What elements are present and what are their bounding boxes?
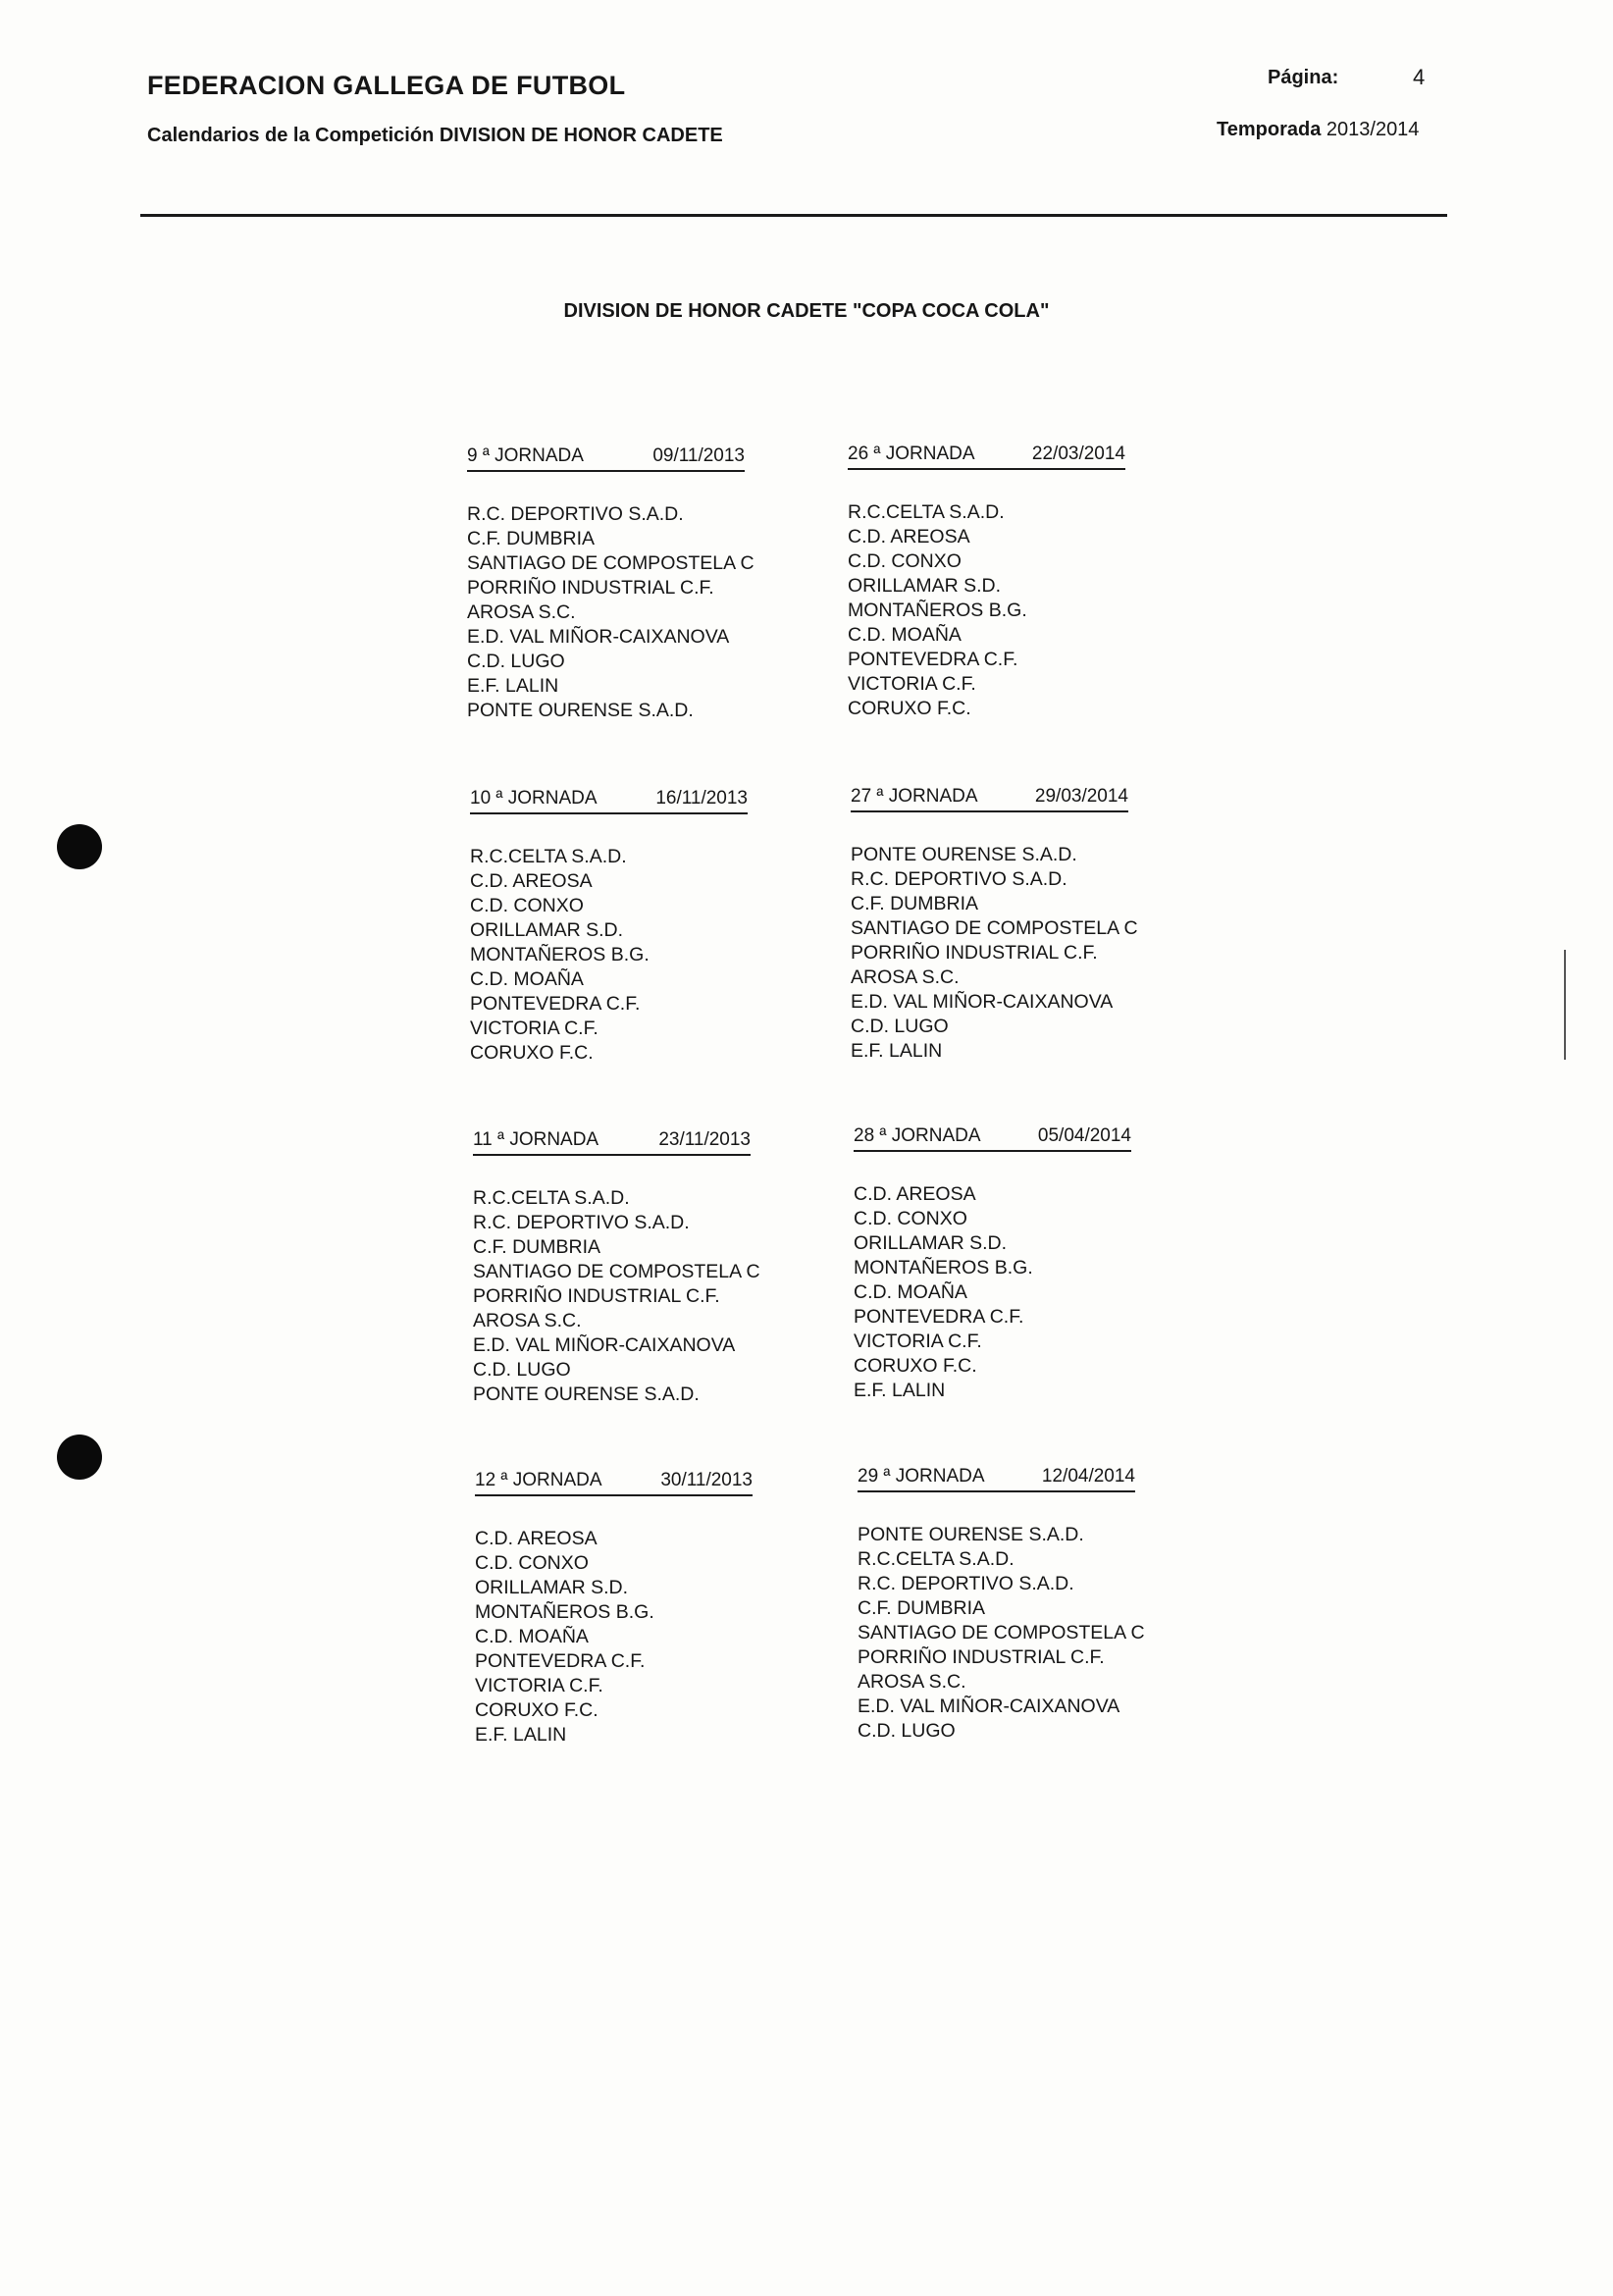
team-item: PONTE OURENSE S.A.D. [467,700,694,721]
team-item: MONTAÑEROS B.G. [848,600,1027,621]
team-item: PONTE OURENSE S.A.D. [473,1383,700,1405]
team-item: SANTIAGO DE COMPOSTELA C [473,1261,760,1282]
team-list [467,502,840,723]
round-block [854,1121,1226,1403]
team-item: E.D. VAL MIÑOR-CAIXANOVA [858,1696,1120,1717]
team-item: C.D. AREOSA [475,1528,598,1549]
team-item: SANTIAGO DE COMPOSTELA C [467,552,754,574]
scan-mark [1564,950,1566,1060]
team-item: PONTEVEDRA C.F. [848,649,1018,670]
team-item: C.D. CONXO [475,1552,589,1574]
team-item: MONTAÑEROS B.G. [475,1601,654,1623]
team-item: R.C.CELTA S.A.D. [858,1548,1015,1570]
team-item: ORILLAMAR S.D. [475,1577,629,1598]
punch-hole-top [57,824,102,869]
team-item: MONTAÑEROS B.G. [470,944,650,965]
team-item: C.D. AREOSA [854,1183,976,1205]
team-item: ORILLAMAR S.D. [470,919,624,941]
round-block [467,441,840,723]
round-name: 11 ª JORNADA [473,1129,599,1150]
team-item: C.D. CONXO [848,550,962,572]
team-item: AROSA S.C. [858,1671,966,1693]
team-item: C.D. AREOSA [470,870,593,892]
team-item: C.F. DUMBRIA [467,528,596,549]
punch-hole-bottom [57,1435,102,1480]
round-date: 23/11/2013 [658,1129,751,1150]
team-item: CORUXO F.C. [475,1699,598,1721]
round-header [854,1121,1131,1152]
competition-title: DIVISION DE HONOR CADETE "COPA COCA COLA" [563,300,1050,322]
team-item: C.D. MOAÑA [475,1626,589,1647]
team-item: PONTEVEDRA C.F. [475,1650,646,1672]
team-item: AROSA S.C. [473,1310,582,1331]
team-list [475,1527,848,1748]
round-name: 28 ª JORNADA [854,1125,981,1146]
round-header [858,1461,1135,1492]
round-name: 9 ª JORNADA [467,445,584,466]
team-item: MONTAÑEROS B.G. [854,1257,1033,1278]
team-item: PORRIÑO INDUSTRIAL C.F. [473,1285,720,1307]
team-item: PONTEVEDRA C.F. [854,1306,1024,1328]
team-item: E.F. LALIN [854,1380,946,1401]
team-item: C.D. LUGO [851,1016,949,1037]
round-header [848,439,1125,470]
team-item: E.D. VAL MIÑOR-CAIXANOVA [473,1334,736,1356]
page-number: 4 [1413,65,1426,89]
round-date: 22/03/2014 [1031,444,1125,464]
team-item: VICTORIA C.F. [475,1675,603,1696]
round-header [473,1124,751,1156]
team-item: PONTE OURENSE S.A.D. [851,844,1077,865]
team-item: ORILLAMAR S.D. [848,575,1002,597]
team-item: AROSA S.C. [851,966,960,988]
round-date: 05/04/2014 [1037,1125,1131,1146]
team-item: CORUXO F.C. [470,1042,594,1064]
team-item: C.D. LUGO [858,1720,956,1742]
round-block [473,1124,846,1407]
organization-title: FEDERACION GALLEGA DE FUTBOL [147,71,626,100]
team-item: R.C. DEPORTIVO S.A.D. [473,1212,690,1233]
round-name: 29 ª JORNADA [858,1466,985,1487]
round-header [470,783,748,814]
season [1217,119,1419,141]
header-rule [140,214,1447,217]
round-header [851,781,1128,812]
round-date: 29/03/2014 [1034,786,1128,807]
team-item: R.C.CELTA S.A.D. [470,846,627,867]
team-item: VICTORIA C.F. [470,1018,598,1039]
team-item: CORUXO F.C. [848,698,971,719]
round-date: 09/11/2013 [652,445,745,466]
team-item: C.D. AREOSA [848,526,970,548]
team-item: C.D. MOAÑA [848,624,962,646]
round-block [470,783,843,1066]
team-item: C.F. DUMBRIA [858,1597,986,1619]
team-item: VICTORIA C.F. [848,673,976,695]
team-item: R.C. DEPORTIVO S.A.D. [467,503,684,525]
team-item: E.D. VAL MIÑOR-CAIXANOVA [851,991,1114,1013]
team-item: R.C. DEPORTIVO S.A.D. [858,1573,1074,1594]
round-date: 30/11/2013 [660,1470,753,1490]
team-item: PORRIÑO INDUSTRIAL C.F. [851,942,1098,964]
round-header [475,1465,753,1496]
team-item: PONTEVEDRA C.F. [470,993,641,1015]
team-list [848,500,1221,721]
round-header [467,441,745,472]
team-item: C.D. MOAÑA [854,1281,967,1303]
season-label: Temporada [1217,119,1322,140]
season-value: 2013/2014 [1326,119,1420,140]
team-item: C.D. LUGO [467,651,565,672]
team-item: C.D. CONXO [470,895,584,916]
team-item: E.F. LALIN [851,1040,943,1062]
subtitle: Calendarios de la Competición DIVISION DE HONOR CADETE [147,125,723,146]
round-name: 12 ª JORNADA [475,1470,602,1490]
round-date: 16/11/2013 [655,788,748,809]
team-item: C.D. CONXO [854,1208,967,1229]
team-item: SANTIAGO DE COMPOSTELA C [851,917,1138,939]
team-item: C.F. DUMBRIA [851,893,979,914]
team-item: VICTORIA C.F. [854,1331,982,1352]
team-item: R.C.CELTA S.A.D. [473,1187,630,1209]
team-item: C.F. DUMBRIA [473,1236,601,1258]
team-item: AROSA S.C. [467,601,576,623]
team-item: R.C. DEPORTIVO S.A.D. [851,868,1067,890]
round-name: 27 ª JORNADA [851,786,978,807]
round-name: 26 ª JORNADA [848,444,975,464]
round-block [851,781,1223,1064]
round-block [858,1461,1230,1744]
team-list [470,845,843,1066]
page-label: Página: [1268,67,1339,88]
round-block [848,439,1221,721]
team-list [473,1186,846,1407]
team-item: SANTIAGO DE COMPOSTELA C [858,1622,1145,1644]
team-item: R.C.CELTA S.A.D. [848,501,1005,523]
team-item: PORRIÑO INDUSTRIAL C.F. [467,577,714,599]
round-block [475,1465,848,1748]
round-date: 12/04/2014 [1041,1466,1135,1487]
team-list [858,1523,1230,1744]
team-item: PONTE OURENSE S.A.D. [858,1524,1084,1545]
team-item: E.D. VAL MIÑOR-CAIXANOVA [467,626,730,648]
team-item: ORILLAMAR S.D. [854,1232,1008,1254]
team-item: CORUXO F.C. [854,1355,977,1377]
team-item: PORRIÑO INDUSTRIAL C.F. [858,1646,1105,1668]
team-item: E.F. LALIN [475,1724,567,1746]
team-list [854,1182,1226,1403]
team-item: E.F. LALIN [467,675,559,697]
team-list [851,843,1223,1064]
team-item: C.D. MOAÑA [470,968,584,990]
round-name: 10 ª JORNADA [470,788,598,809]
team-item: C.D. LUGO [473,1359,571,1381]
